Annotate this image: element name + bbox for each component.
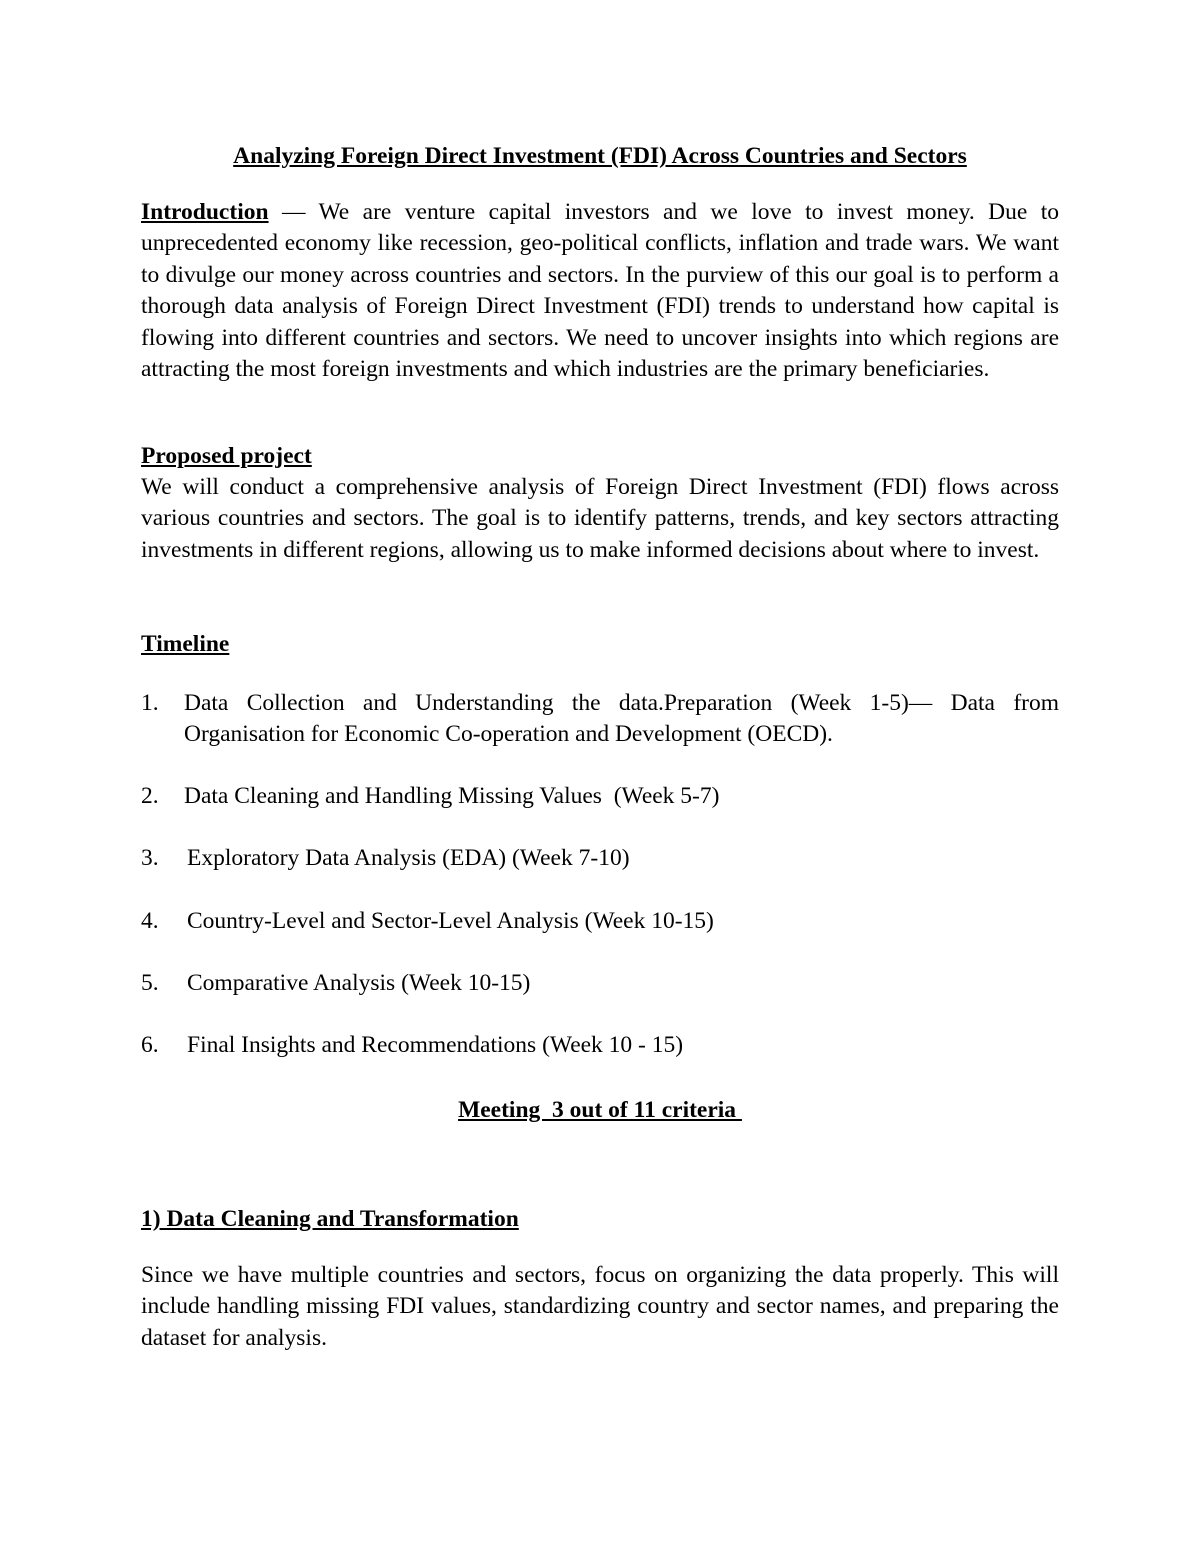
timeline-item-number: 6. <box>141 1032 159 1059</box>
section-1-heading: 1) Data Cleaning and Transformation <box>141 1206 519 1232</box>
criteria-heading: Meeting 3 out of 11 criteria <box>458 1097 742 1123</box>
proposed-project-text: We will conduct a comprehensive analysis of Foreign Direct Investment (FDI) flows across various countries and sectors. The goal is to identify patterns, trends, and key sectors attracting investments in different regions, allowing us to make informed decisions about where to invest. <box>141 474 1059 563</box>
timeline-item-number: 1. <box>141 690 159 716</box>
timeline-item-text: Comparative Analysis (Week 10-15) <box>187 970 531 997</box>
timeline-item-text: Data Collection and Understanding the data.Preparation (Week 1-5)— Data from Organisation for Economic Co-operation and Development (OECD). <box>184 690 1065 748</box>
document-title: Analyzing Foreign Direct Investment (FDI) Across Countries and Sectors <box>233 143 967 169</box>
timeline-item-number: 4. <box>141 907 159 934</box>
timeline-heading: Timeline <box>141 631 230 657</box>
introduction-text: — We are venture capital investors and we love to invest money. Due to unprecedented economy like recession, geo-political conflicts, inflation and trade wars. We want to divulge our money across countries and sectors. In the purview of this our goal is to perform a thorough data analysis of Foreign Direct Investment (FDI) trends to understand how capital is flowing into different countries and sectors. We need to uncover insights into which regions are attracting the most foreign investments and which industries are the primary beneficiaries. <box>141 199 1059 383</box>
timeline-item-text: Country-Level and Sector-Level Analysis (Week 10-15) <box>187 907 714 934</box>
timeline-item <box>141 968 1059 999</box>
timeline-item-number: 2. <box>141 782 159 809</box>
timeline-item <box>141 688 1065 751</box>
introduction-heading: Introduction <box>141 199 269 225</box>
timeline-list <box>141 688 1065 1062</box>
timeline-item <box>141 1030 1059 1061</box>
timeline-item-text: Exploratory Data Analysis (EDA) (Week 7-10) <box>187 845 630 872</box>
timeline-item <box>141 781 1059 812</box>
timeline-item <box>141 906 1059 937</box>
timeline-item-number: 3. <box>141 845 159 872</box>
timeline-item-number: 5. <box>141 970 159 997</box>
timeline-item-text: Data Cleaning and Handling Missing Values (Week 5-7) <box>184 782 720 809</box>
proposed-project-heading: Proposed project <box>141 443 312 469</box>
section-1-text: Since we have multiple countries and sectors, focus on organizing the data properly. This will include handling missing FDI values, standardizing country and sector names, and preparing the dataset for analysis. <box>141 1262 1059 1351</box>
timeline-item <box>141 843 1059 874</box>
introduction-paragraph <box>141 197 1059 385</box>
timeline-item-text: Final Insights and Recommendations (Week 10 - 15) <box>187 1032 684 1059</box>
